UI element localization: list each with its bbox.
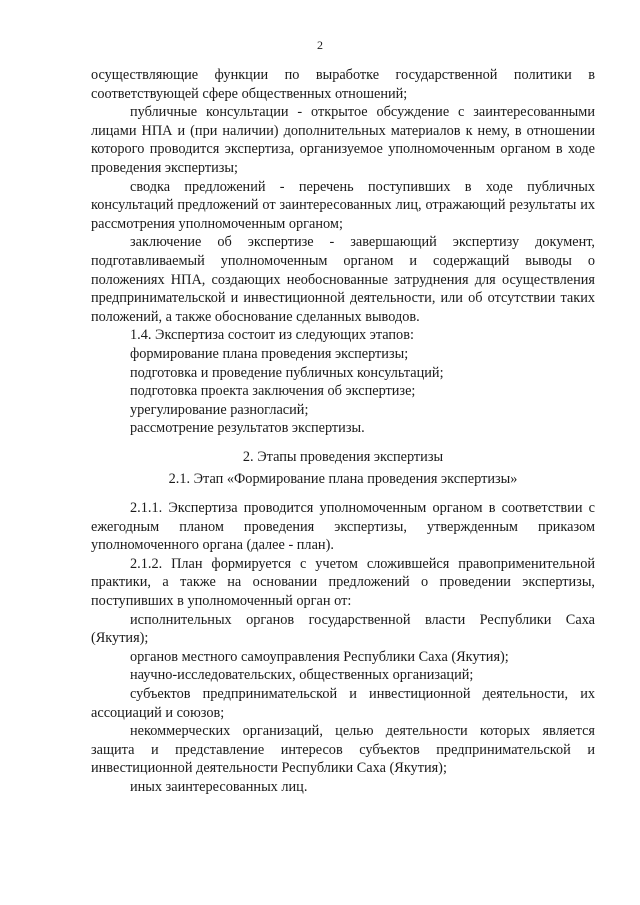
clause-2-1-1: 2.1.1. Экспертиза проводится уполномоченным органом в соответствии с ежегодным планом проведения экспертизы, утвержденным приказом уполномоченного органа (далее - план). [91, 500, 595, 554]
stage-item: формирование плана проведения экспертизы; [130, 345, 409, 362]
document-body [91, 66, 595, 797]
page-number: 2 [317, 38, 323, 52]
source-item: научно-исследовательских, общественных организаций; [130, 667, 474, 684]
definition-proposals-summary: сводка предложений - перечень поступивших в ходе публичных консультаций предложений от заинтересованных лиц, отражающий результаты их рассмотрения уполномоченным органом; [91, 178, 595, 232]
subsection-heading: 2.1. Этап «Формирование плана проведения экспертизы» [168, 471, 518, 488]
section-heading: 2. Этапы проведения экспертизы [242, 448, 444, 465]
clause-2-1-2: 2.1.2. План формируется с учетом сложившейся правоприменительной практики, а также на основании предложений о проведении экспертизы, поступивших в уполномоченный орган от: [91, 555, 595, 610]
source-item: исполнительных органов государственной власти Республики Саха (Якутия); [91, 611, 595, 647]
stage-item: урегулирование разногласий; [130, 401, 309, 418]
stage-item: рассмотрение результатов экспертизы. [130, 420, 365, 437]
definition-expertise-conclusion: заключение об экспертизе - завершающий экспертизу документ, подготавливаемый уполномоченным органом и содержащий выводы о положениях НПА, создающих необоснованные затруднения для осуществления предпринимательской и инвестиционной деятельности, или об отсутствии таких положений, а также обоснование сделанных выводов. [91, 234, 595, 325]
source-item: субъектов предпринимательской и инвестиционной деятельности, их ассоциаций и союзов; [91, 686, 595, 721]
definition-continuation: осуществляющие функции по выработке государственной политики в соответствующей сфере общественных отношений; [91, 67, 595, 102]
stage-item: подготовка и проведение публичных консультаций; [130, 364, 444, 381]
source-item: некоммерческих организаций, целью деятельности которых является защита и представление интересов субъектов предпринимательской и инвестиционной деятельности Республики Саха (Якутия); [91, 723, 595, 777]
stages-intro: 1.4. Экспертиза состоит из следующих этапов: [130, 327, 414, 344]
stage-item: подготовка проекта заключения об экспертизе; [130, 383, 416, 400]
source-item: органов местного самоуправления Республики Саха (Якутия); [130, 648, 509, 665]
source-item: иных заинтересованных лиц. [130, 778, 308, 795]
definition-public-consultations: публичные консультации - открытое обсуждение с заинтересованными лицами НПА и (при наличии) дополнительных материалов к нему, в отношении которого проводится экспертиза, организуемое уполномоченным органом в ходе проведения экспертизы; [91, 104, 595, 176]
